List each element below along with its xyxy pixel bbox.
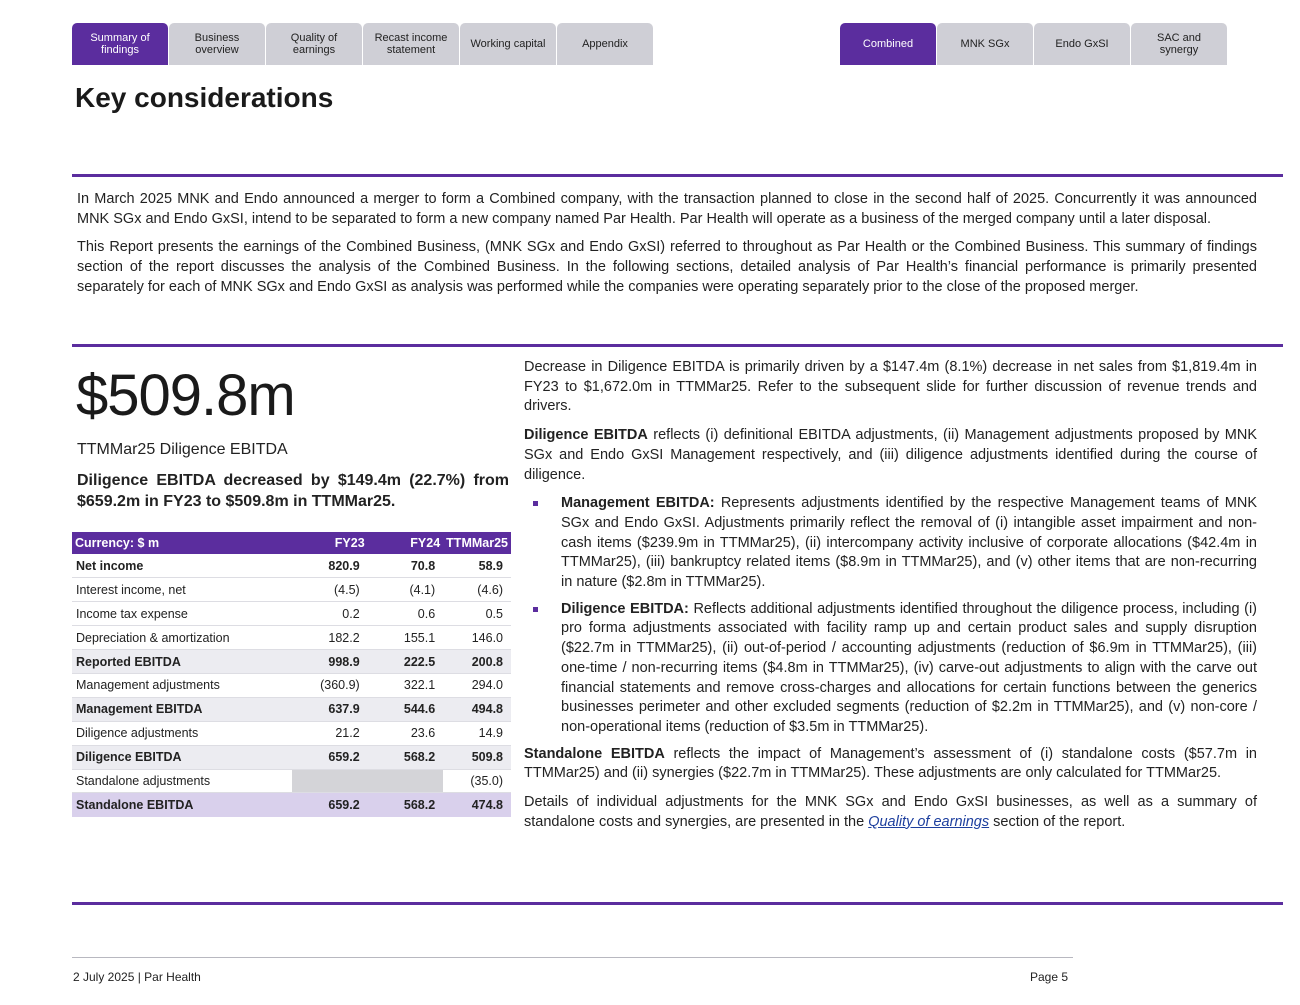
tab-working-capital[interactable]: Working capital	[460, 23, 556, 65]
entity-tabs	[840, 23, 1228, 65]
commentary	[524, 358, 1257, 841]
cell-fy24: 568.2	[368, 745, 443, 769]
page-title: Key considerations	[75, 82, 334, 113]
cell-fy24: 222.5	[368, 650, 443, 674]
row-label: Diligence EBITDA	[72, 745, 292, 769]
term-management-ebitda: Management EBITDA:	[561, 495, 715, 512]
cell-fy23: 659.2	[292, 745, 368, 769]
cell-fy23: 637.9	[292, 697, 368, 721]
adjustment-bullets	[524, 494, 1257, 737]
cell-fy24	[368, 769, 443, 793]
cell-ttm: 0.5	[443, 602, 511, 626]
cell-ttm: 58.9	[443, 554, 511, 578]
row-label: Standalone adjustments	[72, 769, 292, 793]
commentary-paragraph-3	[524, 745, 1257, 784]
term-standalone-ebitda: Standalone EBITDA	[524, 745, 665, 762]
cell-ttm: 14.9	[443, 721, 511, 745]
table-row	[72, 697, 511, 721]
row-label: Interest income, net	[72, 578, 292, 602]
term-diligence-ebitda-bullet: Diligence EBITDA:	[561, 600, 689, 617]
cell-fy24: 0.6	[368, 602, 443, 626]
column-header-currency: Currency: $ m	[72, 532, 292, 554]
intro-paragraph-1: In March 2025 MNK and Endo announced a merger to form a Combined company, with the transaction planned to close in the second half of 2025. Concurrently it was announced MNK SGx and Endo GxSI, intend to be separated to form a new company named Par Health. Par Health will operate as a business of the merged company until a later disposal.	[77, 191, 1257, 227]
cell-fy23: 820.9	[292, 554, 368, 578]
table-row	[72, 626, 511, 650]
kpi-headline: Diligence EBITDA decreased by $149.4m (22.7%) from $659.2m in FY23 to $509.8m in TTMMar25.	[77, 472, 509, 510]
row-label: Reported EBITDA	[72, 650, 292, 674]
cell-ttm: 294.0	[443, 673, 511, 697]
quality-of-earnings-link[interactable]: Quality of earnings	[868, 813, 990, 830]
paragraph-text: reflects (i) definitional EBITDA adjustments, (ii) Management adjustments proposed by MNK SGx and Endo GxSI Management respectively, and (iii) diligence adjustments identified during the course of diligence.	[524, 427, 1258, 483]
kpi-caption: TTMMar25 Diligence EBITDA	[77, 441, 288, 458]
cell-fy24: 322.1	[368, 673, 443, 697]
table-row	[72, 721, 511, 745]
table-row	[72, 554, 511, 578]
tab-sac-and-synergy[interactable]: SAC and synergy	[1131, 23, 1227, 65]
row-label: Diligence adjustments	[72, 721, 292, 745]
cell-ttm: 509.8	[443, 745, 511, 769]
table-row	[72, 793, 511, 817]
section-tabs	[72, 23, 654, 65]
bullet-square-icon	[533, 607, 538, 612]
tab-recast-income-statement[interactable]: Recast income statement	[363, 23, 459, 65]
bottom-divider	[72, 902, 1283, 905]
cell-ttm: 494.8	[443, 697, 511, 721]
table-row	[72, 578, 511, 602]
cell-fy23: 659.2	[292, 793, 368, 817]
tab-quality-of-earnings[interactable]: Quality of earnings	[266, 23, 362, 65]
ebitda-bridge-table	[72, 532, 511, 817]
bullet-text: Represents adjustments identified by the respective Management teams of MNK SGx and Endo GxSI. Adjustments primarily reflect the removal of (i) intangible asset impairment and non-cash items ($239.9m in TTMMar25), (ii) intercompany activity inclusive of corporate allocations ($42.4m in TTMMar25), (iii) bankruptcy related items ($8.9m in TTMMar25), and (v) other items that are non-recurring in nature ($2.8m in TTMMar25).	[561, 495, 1257, 591]
column-header-fy24: FY24	[368, 532, 443, 554]
cell-fy24: 155.1	[368, 626, 443, 650]
bullet-text: Reflects additional adjustments identified throughout the diligence process, including (i) pro forma adjustments associated with facility ramp up and certain product sales and supply disruption ($22.7m in TTMMar25), (ii) out-of-period / accounting adjustments (reduction of $6.9m in TTMMar25), (iii) one-time / non-recurring items ($4.8m in TTMMar25), (iv) carve-out adjustments to align with the carve out financial statements and remove cross-charges and allocations for certain functions between the generics businesses perimeter and other excluded segments (reduction of $2.2m in TTMMar25), and (v) non-core / non-operational items (reduction of $3.5m in TTMMar25).	[561, 600, 1258, 735]
table-row	[72, 745, 511, 769]
footer-divider	[72, 957, 1073, 958]
tab-appendix[interactable]: Appendix	[557, 23, 653, 65]
row-label: Net income	[72, 554, 292, 578]
row-label: Management EBITDA	[72, 697, 292, 721]
cell-fy24: 70.8	[368, 554, 443, 578]
page-number: Page 5	[1030, 970, 1069, 984]
table-row	[72, 769, 511, 793]
tab-endo-gxsi[interactable]: Endo GxSI	[1034, 23, 1130, 65]
footer-date-company: 2 July 2025 | Par Health	[73, 970, 201, 984]
row-label: Standalone EBITDA	[72, 793, 292, 817]
cell-fy23: (360.9)	[292, 673, 368, 697]
cell-fy24: 568.2	[368, 793, 443, 817]
cell-fy24: (4.1)	[368, 578, 443, 602]
column-header-ttmmar25: TTMMar25	[443, 532, 511, 554]
paragraph-text: section of the report.	[989, 813, 1126, 830]
cell-fy23: 182.2	[292, 626, 368, 650]
tab-business-overview[interactable]: Business overview	[169, 23, 265, 65]
table-row	[72, 650, 511, 674]
cell-ttm: 474.8	[443, 793, 511, 817]
cell-fy24: 544.6	[368, 697, 443, 721]
cell-ttm: (4.6)	[443, 578, 511, 602]
commentary-paragraph-1: Decrease in Diligence EBITDA is primarily driven by a $147.4m (8.1%) decrease in net sales from $1,819.4m in FY23 to $1,672.0m in TTMMar25. Refer to the subsequent slide for further discussion of revenue trends and drivers.	[524, 359, 1257, 415]
cell-fy23: (4.5)	[292, 578, 368, 602]
top-divider	[72, 174, 1283, 177]
bullet-square-icon	[533, 501, 538, 506]
cell-ttm: 200.8	[443, 650, 511, 674]
paragraph-text: Details of individual adjustments for the MNK SGx and Endo GxSI businesses, as well as a summary of standalone costs and synergies, are presented in the	[524, 794, 1257, 830]
tab-mnk-sgx[interactable]: MNK SGx	[937, 23, 1033, 65]
cell-fy23: 0.2	[292, 602, 368, 626]
cell-fy24: 23.6	[368, 721, 443, 745]
commentary-paragraph-2	[524, 426, 1257, 485]
middle-divider	[72, 344, 1283, 347]
table-header-row	[72, 532, 511, 554]
cell-fy23: 21.2	[292, 721, 368, 745]
cell-fy23	[292, 769, 368, 793]
tab-combined[interactable]: Combined	[840, 23, 936, 65]
table-row	[72, 602, 511, 626]
intro-text	[77, 190, 1257, 307]
kpi-value: $509.8m	[76, 363, 295, 428]
intro-paragraph-2: This Report presents the earnings of the Combined Business, (MNK SGx and Endo GxSI) referred to throughout as Par Health or the Combined Business. This summary of findings section of the report discusses the analysis of the Combined Business. In the following sections, detailed analysis of Par Health’s financial performance is primarily presented separately for each of MNK SGx and Endo GxSI as analysis was performed while the companies were operating separately prior to the close of the proposed merger.	[77, 239, 1257, 295]
cell-ttm: (35.0)	[443, 769, 511, 793]
list-item	[524, 494, 1257, 593]
column-header-fy23: FY23	[292, 532, 368, 554]
row-label: Management adjustments	[72, 673, 292, 697]
row-label: Depreciation & amortization	[72, 626, 292, 650]
commentary-paragraph-4	[524, 793, 1257, 832]
list-item	[524, 600, 1257, 738]
cell-ttm: 146.0	[443, 626, 511, 650]
paragraph-text: reflects the impact of Management’s assessment of (i) standalone costs ($57.7m in TTMMar25) and (ii) synergies ($22.7m in TTMMar25). These adjustments are only calculated for TTMMar25.	[524, 745, 1257, 782]
table-row	[72, 673, 511, 697]
row-label: Income tax expense	[72, 602, 292, 626]
tab-summary-of-findings[interactable]: Summary of findings	[72, 23, 168, 65]
cell-fy23: 998.9	[292, 650, 368, 674]
term-diligence-ebitda: Diligence EBITDA	[524, 427, 648, 444]
